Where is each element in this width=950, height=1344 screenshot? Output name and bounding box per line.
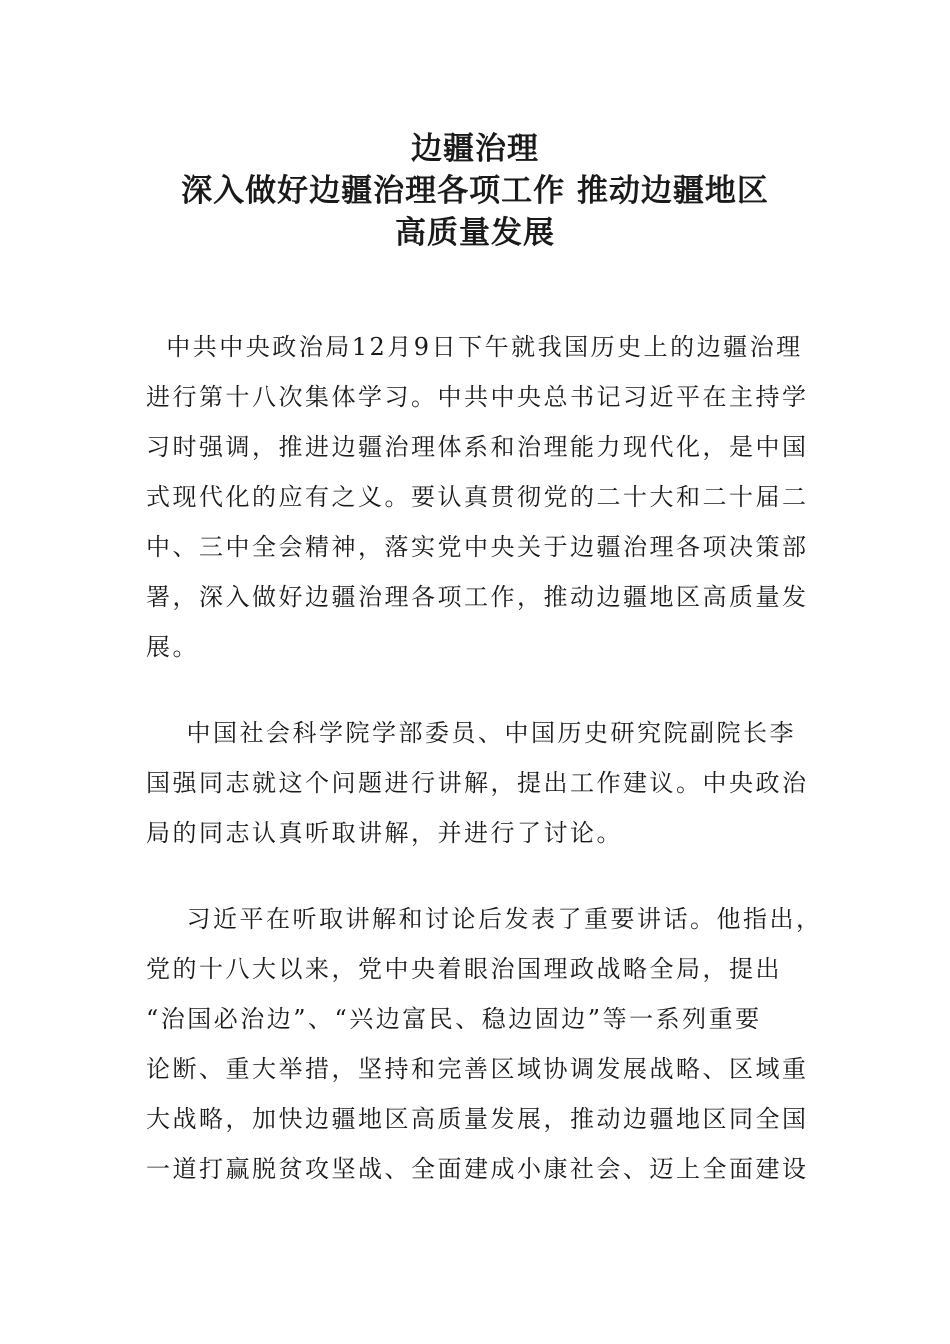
text-line: 进行第十八次集体学习。中共中央总书记习近平在主持学 [146,383,809,411]
text-line: 式现代化的应有之义。要认真贯彻党的二十大和二十届二 [146,483,809,511]
text-line: 中国社会科学院学部委员、中国历史研究院副院长李 [146,719,797,747]
title-line: 深入做好边疆治理各项工作 推动边疆地区 [181,173,769,209]
text-line: 中、三中全会精神，落实党中央关于边疆治理各项决策部 [146,533,809,561]
paragraph-spacer [146,858,806,894]
text-line: 中共中央政治局12月9日下午就我国历史上的边疆治理 [146,333,803,361]
text-line: “治国必治边”、“兴边富民、稳边固边”等一系列重要 [146,1005,762,1033]
text-line: 局的同志认真听取讲解，并进行了讨论。 [146,819,623,847]
document-body [146,322,823,1194]
title-line: 高质量发展 [395,215,555,251]
text-line: 习近平在听取讲解和讨论后发表了重要讲话。他指出， [146,905,823,933]
text-line: 习时强调，推进边疆治理体系和治理能力现代化，是中国 [146,433,809,461]
paragraph-3 [146,894,823,1194]
paragraph-1 [146,322,809,672]
text-line: 论断、重大举措，坚持和完善区域协调发展战略、区域重 [146,1055,809,1083]
text-line: 一道打赢脱贫攻坚战、全面建成小康社会、迈上全面建设 [146,1155,809,1183]
paragraph-2 [146,708,809,858]
text-line: 大战略，加快边疆地区高质量发展，推动边疆地区同全国 [146,1105,809,1133]
text-line: 党的十八大以来，党中央着眼治国理政战略全局，提出 [146,955,782,983]
text-line: 署，深入做好边疆治理各项工作，推动边疆地区高质量发 [146,583,809,611]
title-line: 边疆治理 [411,131,539,167]
document-title [0,128,950,254]
paragraph-spacer [146,672,806,708]
text-line: 展。 [146,633,199,661]
text-line: 国强同志就这个问题进行讲解，提出工作建议。中央政治 [146,769,809,797]
